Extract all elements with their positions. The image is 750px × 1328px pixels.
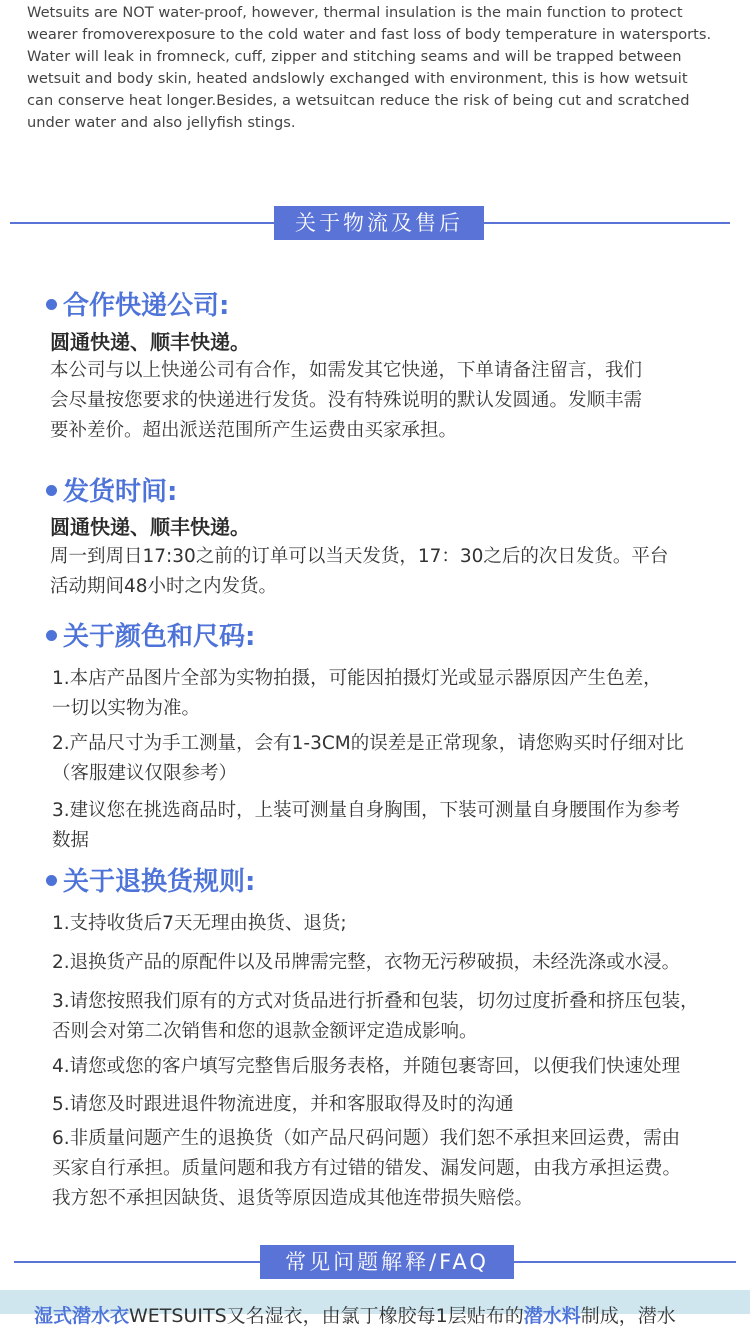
color-size-item: 1.本店产品图片全部为实物拍摄，可能因拍摄灯光或显示器原因产生色差， xyxy=(52,668,662,689)
returns-item: 1.支持收货后7天无理由换货、退货; xyxy=(52,913,347,934)
banner-line-right xyxy=(514,1261,736,1263)
courier-line: 要补差价。超出派送范围所产生运费由买家承担。 xyxy=(50,420,458,441)
shipping-heading: 发货时间: xyxy=(46,474,177,510)
banner-line-left xyxy=(14,1261,260,1263)
returns-item: 否则会对第二次销售和您的退款金额评定造成影响。 xyxy=(52,1021,478,1042)
shipping-line: 周一到周日17:30之前的订单可以当天发货，17：30之后的次日发货。平台 xyxy=(50,546,669,567)
faq-preview-strip xyxy=(0,1290,750,1327)
returns-item: 5.请您及时跟进退件物流进度，并和客服取得及时的沟通 xyxy=(52,1094,514,1115)
banner-title: 常见问题解释/FAQ xyxy=(260,1245,514,1279)
bullet-dot-icon xyxy=(46,630,57,641)
banner-title: 关于物流及售后 xyxy=(274,206,484,240)
returns-item: 6.非质量问题产生的退换货（如产品尺码问题）我们恕不承担来回运费，需由 xyxy=(52,1128,681,1149)
color-size-item: 数据 xyxy=(52,830,90,851)
courier-heading: 合作快递公司: xyxy=(46,288,229,324)
bullet-dot-icon xyxy=(46,875,57,886)
bullet-dot-icon xyxy=(46,485,57,496)
color-size-item: （客服建议仅限参考） xyxy=(52,763,238,784)
logistics-banner xyxy=(0,206,750,242)
returns-item: 2.退换货产品的原配件以及吊牌需完整，衣物无污秽破损，未经洗涤或水浸。 xyxy=(52,952,681,973)
wetsuit-intro-text: Wetsuits are NOT water-proof, however, thermal insulation is the main function to protect wearer fromoverexposure to the cold water and fast loss of body temperature in watersports. Water will leak in fromneck, cuff, zipper and stitching seams and will be trapped between wetsuit and body skin, heated andslowly exchanged with environment, this is how wetsuit can conserve heat longer.Besides, a wetsuitcan reduce the risk of being cut and scratched under water and also jellyfish stings. xyxy=(27,4,712,131)
banner-line-left xyxy=(10,222,274,224)
bullet-dot-icon xyxy=(46,299,57,310)
banner-line-right xyxy=(484,222,730,224)
returns-heading: 关于退换货规则: xyxy=(46,864,255,900)
color-size-item: 3.建议您在挑选商品时，上装可测量自身胸围，下装可测量自身腰围作为参考 xyxy=(52,800,681,821)
color-size-item: 一切以实物为准。 xyxy=(52,698,201,719)
courier-line: 会尽量按您要求的快递进行发货。没有特殊说明的默认发圆通。发顺丰需 xyxy=(50,390,643,411)
color-size-item: 2.产品尺寸为手工测量，会有1-3CM的误差是正常现象，请您购买时仔细对比 xyxy=(52,733,684,754)
faq-banner xyxy=(0,1245,750,1281)
shipping-line: 活动期间48小时之内发货。 xyxy=(50,576,278,597)
shipping-subheading: 圆通快递、顺丰快递。 xyxy=(50,515,250,539)
returns-item: 我方恕不承担因缺货、退货等原因造成其他连带损失赔偿。 xyxy=(52,1188,534,1209)
faq-preview-text: 湿式潜水衣WETSUITS又名湿衣，由氯丁橡胶每1层贴布的潜水料制成，潜水 xyxy=(34,1305,676,1327)
color-size-heading: 关于颜色和尺码: xyxy=(46,619,255,655)
returns-item: 买家自行承担。质量问题和我方有过错的错发、漏发问题，由我方承担运费。 xyxy=(52,1158,682,1179)
courier-subheading: 圆通快递、顺丰快递。 xyxy=(50,330,250,354)
returns-item: 3.请您按照我们原有的方式对货品进行折叠和包装，切勿过度折叠和挤压包装， xyxy=(52,991,699,1012)
returns-item: 4.请您或您的客户填写完整售后服务表格，并随包裹寄回，以便我们快速处理 xyxy=(52,1056,681,1077)
courier-line: 本公司与以上快递公司有合作，如需发其它快递，下单请备注留言，我们 xyxy=(50,360,643,381)
